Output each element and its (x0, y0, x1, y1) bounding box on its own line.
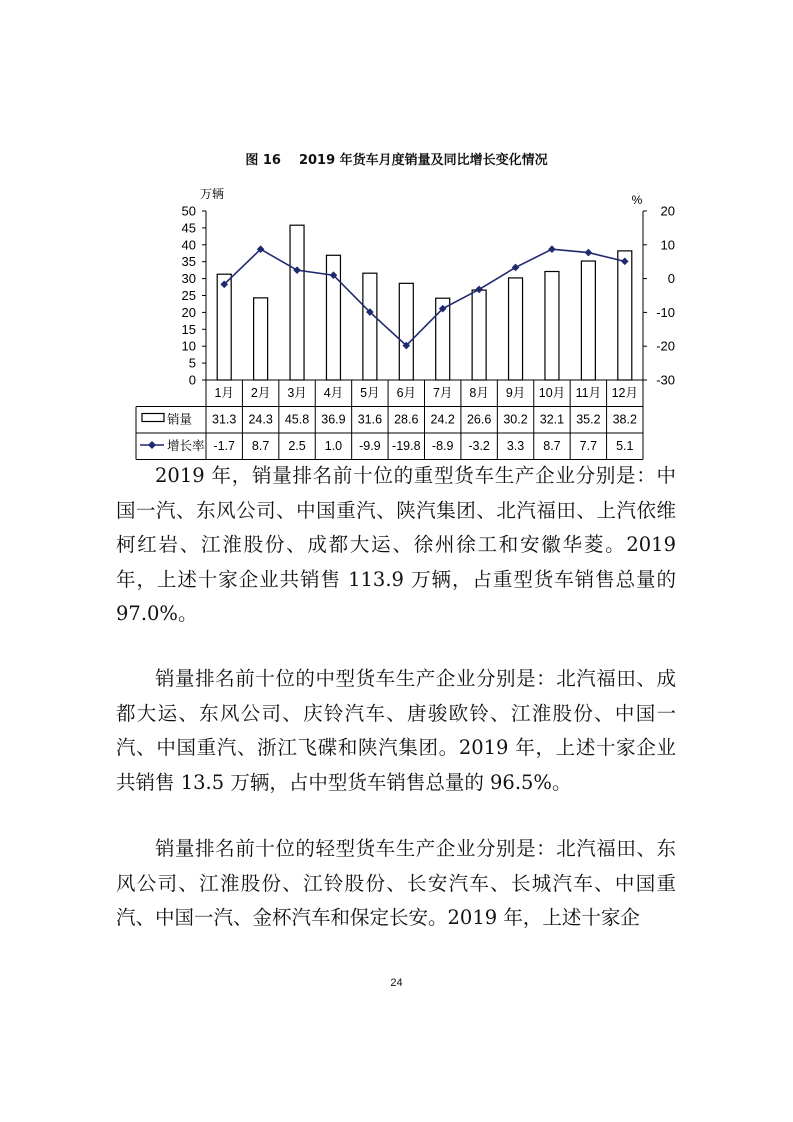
category-label: 4月 (323, 386, 344, 400)
category-label: 11月 (575, 386, 602, 400)
table-value-sales: 31.6 (357, 412, 383, 427)
figure-caption: 2019 年货车月度销量及同比增长变化情况 (298, 153, 548, 168)
left-tick-label: 10 (181, 338, 196, 354)
right-tick-label: 10 (660, 237, 675, 253)
table-value-sales: 38.2 (612, 412, 637, 427)
bar-sales (399, 283, 413, 380)
category-label: 2月 (250, 386, 271, 400)
table-value-sales: 45.8 (284, 412, 310, 427)
table-value-sales: 24.3 (248, 412, 273, 427)
right-tick-label: -20 (656, 338, 675, 354)
right-axis-unit: % (631, 193, 643, 207)
growth-marker (585, 249, 593, 257)
right-tick-label: 0 (667, 271, 675, 287)
figure-number: 图 16 (245, 153, 281, 168)
right-tick-label: -10 (656, 304, 675, 320)
table-value-growth: -8.9 (431, 439, 454, 453)
table-value-sales: 31.3 (212, 412, 237, 427)
category-label: 7月 (432, 386, 453, 400)
table-value-growth: 2.5 (288, 439, 306, 453)
legend-line-marker (148, 441, 156, 449)
table-value-growth: 1.0 (324, 439, 343, 453)
left-tick-label: 20 (181, 304, 196, 320)
bar-sales (472, 290, 486, 380)
table-value-growth: -19.8 (392, 439, 421, 453)
category-label: 8月 (469, 386, 489, 400)
table-value-growth: 7.7 (579, 439, 598, 453)
right-tick-label: 20 (660, 203, 675, 219)
category-label: 12月 (611, 386, 638, 400)
table-value-sales: 32.1 (539, 412, 565, 427)
category-label: 10月 (538, 386, 566, 400)
table-value-growth: 8.7 (251, 439, 270, 453)
table-value-sales: 24.2 (430, 412, 455, 427)
left-tick-label: 35 (181, 254, 196, 270)
table-value-sales: 30.2 (503, 412, 528, 427)
combo-chart (0, 0, 793, 460)
category-label: 5月 (360, 386, 380, 400)
bar-sales (509, 278, 523, 380)
category-label: 1月 (214, 386, 234, 400)
line-growth (224, 249, 625, 345)
paragraph-light-trucks: 销量排名前十位的轻型货车生产企业分别是：北汽福田、东风公司、江淮股份、江铃股份、长安汽车、长城汽车、中国重汽、中国一汽、金杯汽车和保定长安。2019 年，上述十家企 (116, 837, 676, 929)
paragraph-heavy-trucks: 2019 年，销量排名前十位的重型货车生产企业分别是：中国一汽、东风公司、中国重汽、陕汽集团、北汽福田、上汽依维柯红岩、江淮股份、成都大运、徐州徐工和安徽华菱。2019 年，上述十家企业共销售 113.9 万辆，占重型货车销售总量的 97.0%。 (116, 464, 676, 625)
paragraph-medium-trucks: 销量排名前十位的中型货车生产企业分别是：北汽福田、成都大运、东风公司、庆铃汽车、唐骏欧铃、江淮股份、中国一汽、中国重汽、浙江飞碟和陕汽集团。2019 年，上述十家企业共销售 13.5 万辆，占中型货车销售总量的 96.5%。 (116, 667, 676, 794)
left-tick-label: 5 (188, 355, 196, 371)
growth-marker (512, 264, 520, 272)
table-value-growth: 3.3 (506, 439, 525, 453)
left-tick-label: 50 (181, 203, 196, 219)
left-tick-label: 0 (188, 372, 196, 388)
bar-sales (581, 261, 595, 380)
left-axis-unit: 万辆 (200, 187, 225, 201)
left-tick-label: 25 (181, 288, 196, 303)
right-tick-label: -30 (656, 372, 675, 388)
table-value-growth: 5.1 (616, 439, 634, 453)
bar-sales (217, 274, 231, 380)
legend-sales-label: 销量 (167, 412, 193, 427)
table-value-growth: -1.7 (213, 439, 235, 453)
bar-sales (290, 225, 304, 380)
page-number: 24 (390, 977, 403, 989)
category-label: 9月 (505, 386, 526, 400)
table-value-sales: 28.6 (394, 412, 419, 427)
left-tick-label: 15 (181, 321, 196, 337)
table-value-growth: 8.7 (543, 439, 561, 453)
table-value-sales: 35.2 (576, 412, 601, 427)
left-tick-label: 40 (181, 237, 196, 253)
left-tick-label: 30 (181, 271, 196, 287)
legend-growth-label: 增长率 (167, 439, 205, 453)
growth-marker (548, 245, 556, 253)
table-value-sales: 36.9 (321, 412, 346, 427)
table-value-growth: -9.9 (359, 439, 381, 453)
category-label: 6月 (396, 386, 417, 400)
category-label: 3月 (287, 386, 307, 400)
bar-sales (618, 251, 632, 380)
table-value-sales: 26.6 (466, 412, 492, 427)
legend-bar-swatch (142, 414, 164, 422)
left-tick-label: 45 (181, 220, 196, 236)
bar-sales (363, 273, 377, 380)
table-value-growth: -3.2 (468, 439, 490, 453)
bar-sales (254, 298, 268, 380)
bar-sales (545, 272, 559, 380)
